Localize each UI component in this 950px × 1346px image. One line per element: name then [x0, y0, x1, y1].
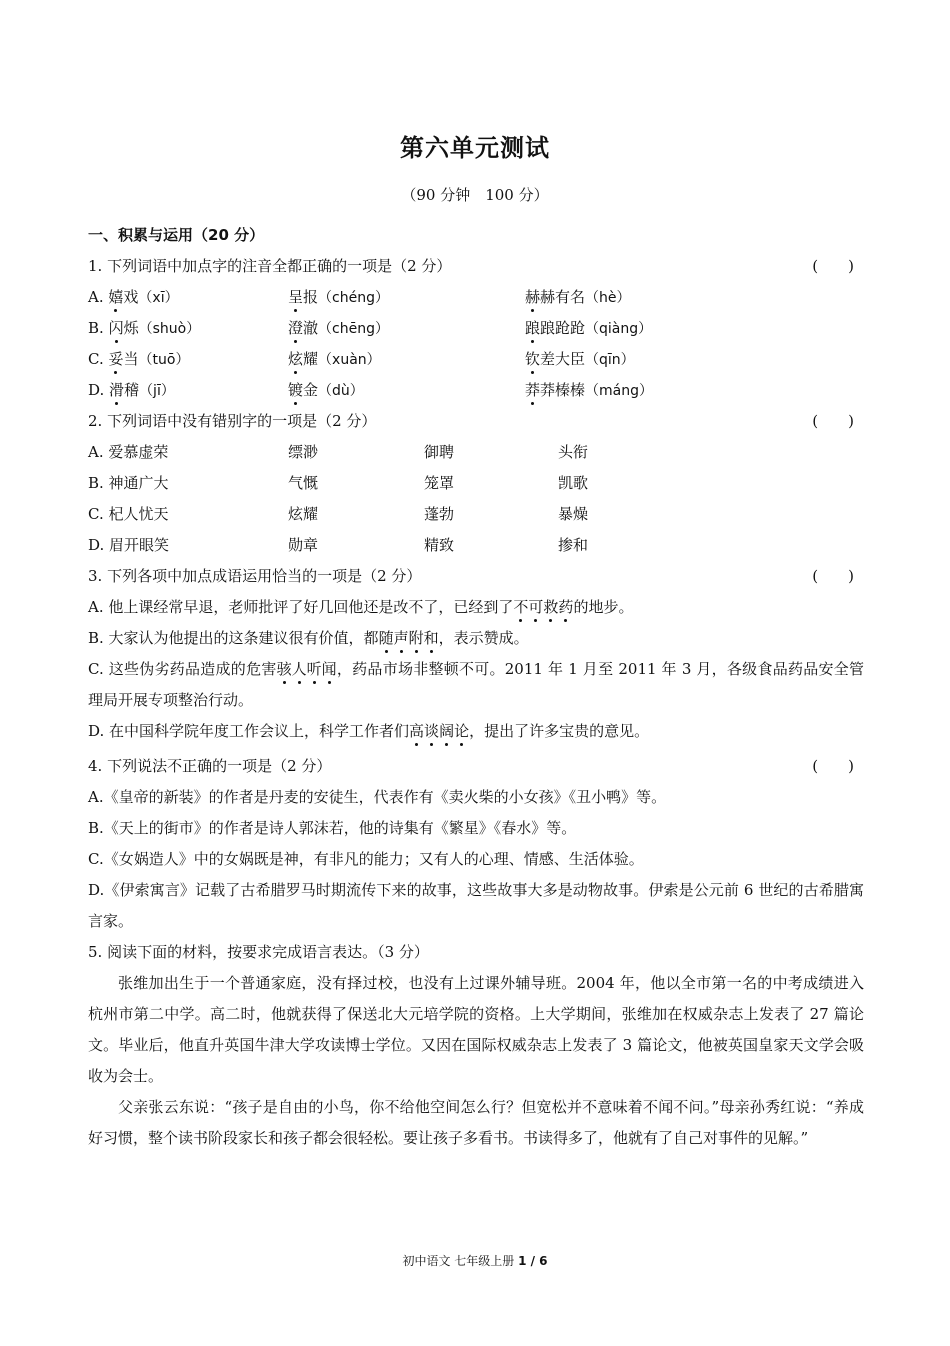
option-word: D. 滑稽（jī） [88, 375, 175, 407]
dotted-char: 嬉 [108, 282, 123, 313]
option-c: C. 这些伪劣药品造成的危害骇人听闻，药品市场非整顿不可。2011 年 1 月至 2011 年 3 月，各级食品药品安全管理局开展专项整治行动。 [88, 654, 864, 716]
option-d: D. 在中国科学院年度工作会议上，科学工作者们高谈阔论，提出了许多宝贵的意见。 [88, 716, 864, 747]
option-row [88, 499, 864, 530]
option-word: 凯歌 [558, 474, 589, 492]
pinyin: （máng） [585, 383, 654, 399]
option-row [88, 344, 864, 375]
option-word: B. 闪烁（shuò） [88, 313, 200, 345]
option-word: 蓬勃 [424, 505, 455, 523]
dotted-char: 镀 [288, 375, 303, 406]
pinyin: （xuàn） [318, 352, 381, 368]
option-word: 镀金（dù） [288, 375, 364, 407]
option-word: 钦差大臣（qīn） [525, 344, 635, 376]
dotted-char: 赫 [525, 282, 540, 313]
dotted-char: 澄 [288, 313, 303, 344]
option-word: D. 眉开眼笑 [88, 536, 170, 554]
option-d: D.《伊索寓言》记载了古希腊罗马时期流传下来的故事，这些故事大多是动物故事。伊索是公元前 6 世纪的古希腊寓言家。 [88, 881, 864, 930]
option-word: 炫耀 [288, 505, 319, 523]
pinyin: （xī） [138, 290, 179, 306]
question-1-stem [88, 251, 864, 282]
option-word: 勋章 [288, 536, 319, 554]
option-row [88, 437, 864, 468]
question-3-stem [88, 561, 864, 592]
section-heading: 一、积累与运用（20 分） [88, 226, 265, 244]
option-word: 笼罩 [424, 474, 455, 492]
option-word: 头衔 [558, 443, 589, 461]
answer-blank: ( ) [812, 757, 854, 775]
option-word: 踉踉跄跄（qiàng） [525, 313, 652, 345]
option-word: 呈报（chéng） [288, 282, 389, 314]
option-word: 掺和 [558, 536, 589, 554]
option-row [88, 468, 864, 499]
option-row [88, 282, 864, 313]
option-word: 精致 [424, 536, 455, 554]
dotted-char: 妥 [108, 344, 123, 375]
pinyin: （dù） [318, 383, 364, 399]
option-word: 缥渺 [288, 443, 319, 461]
answer-blank: ( ) [812, 567, 854, 585]
footer-label: 初中语文 七年级上册 [402, 1254, 519, 1268]
option-word: C. 妥当（tuō） [88, 344, 189, 376]
question-stem-text: 4. 下列说法不正确的一项是（2 分） [88, 757, 332, 775]
reading-paragraph: 张维加出生于一个普通家庭，没有择过校，也没有上过课外辅导班。2004 年，他以全市第一名的中考成绩进入杭州市第二中学。高二时，他就获得了保送北大元培学院的资格。上大学期间，张维加在权威杂志上发表了 27 篇论文。毕业后，他直升英国牛津大学攻读博士学位。又因在国际权威杂志上发表了 3 篇论文，他被英国皇家天文学会吸收为会士。 [88, 974, 864, 1085]
pinyin: （chéng） [318, 290, 389, 306]
option-row [88, 313, 864, 344]
dotted-idiom: 随声附和 [379, 629, 439, 647]
exam-content [88, 220, 864, 1154]
pinyin: （qiàng） [585, 321, 653, 337]
question-5-stem: 5. 阅读下面的材料，按要求完成语言表达。（3 分） [88, 943, 429, 961]
pinyin: （tuō） [138, 352, 190, 368]
page-number: 1 / 6 [518, 1254, 548, 1268]
page-subtitle: （90 分钟 100 分） [401, 186, 549, 204]
option-row [88, 375, 864, 406]
pinyin: （qīn） [585, 352, 635, 368]
page-title: 第六单元测试 [400, 134, 550, 162]
option-word: 赫赫有名（hè） [525, 282, 631, 314]
pinyin: （hè） [585, 290, 631, 306]
option-word: 炫耀（xuàn） [288, 344, 381, 376]
option-word: C. 杞人忧天 [88, 505, 169, 523]
answer-blank: ( ) [812, 412, 854, 430]
option-a: A.《皇帝的新装》的作者是丹麦的安徒生，代表作有《卖火柴的小女孩》《丑小鸭》等。 [88, 788, 667, 806]
option-c: C.《女娲造人》中的女娲既是神，有非凡的能力；又有人的心理、情感、生活体验。 [88, 850, 644, 868]
dotted-char: 钦 [525, 344, 540, 375]
pinyin: （shuò） [138, 321, 201, 337]
reading-paragraph: 父亲张云东说：“孩子是自由的小鸟，你不给他空间怎么行？但宽松并不意味着不闻不问。”母亲孙秀红说：“养成好习惯，整个读书阶段家长和孩子都会很轻松。要让孩子多看书。书读得多了，他就有了自己对事件的见解。” [88, 1098, 864, 1147]
option-word: B. 神通广大 [88, 474, 169, 492]
option-word: 暴燥 [558, 505, 589, 523]
question-2-stem [88, 406, 864, 437]
option-row [88, 530, 864, 561]
dotted-char: 滑 [109, 375, 124, 406]
dotted-char: 莽 [525, 375, 540, 406]
answer-blank: ( ) [812, 257, 854, 275]
option-word: 气慨 [288, 474, 319, 492]
question-stem-text: 3. 下列各项中加点成语运用恰当的一项是（2 分） [88, 567, 422, 585]
pinyin: （jī） [139, 383, 175, 399]
question-stem-text: 2. 下列词语中没有错别字的一项是（2 分） [88, 412, 377, 430]
dotted-idiom: 不可救药 [513, 598, 573, 616]
option-a: A. 他上课经常早退，老师批评了好几回他还是改不了，已经到了不可救药的地步。 [88, 592, 864, 623]
question-4-stem [88, 751, 864, 782]
dotted-idiom: 高谈阔论 [409, 722, 469, 740]
question-stem-text: 1. 下列词语中加点字的注音全都正确的一项是（2 分） [88, 257, 452, 275]
dotted-char: 呈 [288, 282, 303, 313]
dotted-idiom: 骇人听闻 [277, 660, 337, 678]
option-word: A. 爱慕虚荣 [88, 443, 169, 461]
pinyin: （chēng） [318, 321, 389, 337]
option-word: 澄澈（chēng） [288, 313, 389, 345]
option-word: 御聘 [424, 443, 455, 461]
dotted-char: 踉 [525, 313, 540, 344]
option-word: A. 嬉戏（xī） [88, 282, 179, 314]
option-b: B. 大家认为他提出的这条建议很有价值，都随声附和，表示赞成。 [88, 623, 864, 654]
page-footer [0, 1252, 950, 1269]
option-word: 莽莽榛榛（máng） [525, 375, 653, 407]
dotted-char: 炫 [288, 344, 303, 375]
dotted-char: 闪 [109, 313, 124, 344]
option-b: B.《天上的街市》的作者是诗人郭沫若，他的诗集有《繁星》《春水》等。 [88, 819, 577, 837]
